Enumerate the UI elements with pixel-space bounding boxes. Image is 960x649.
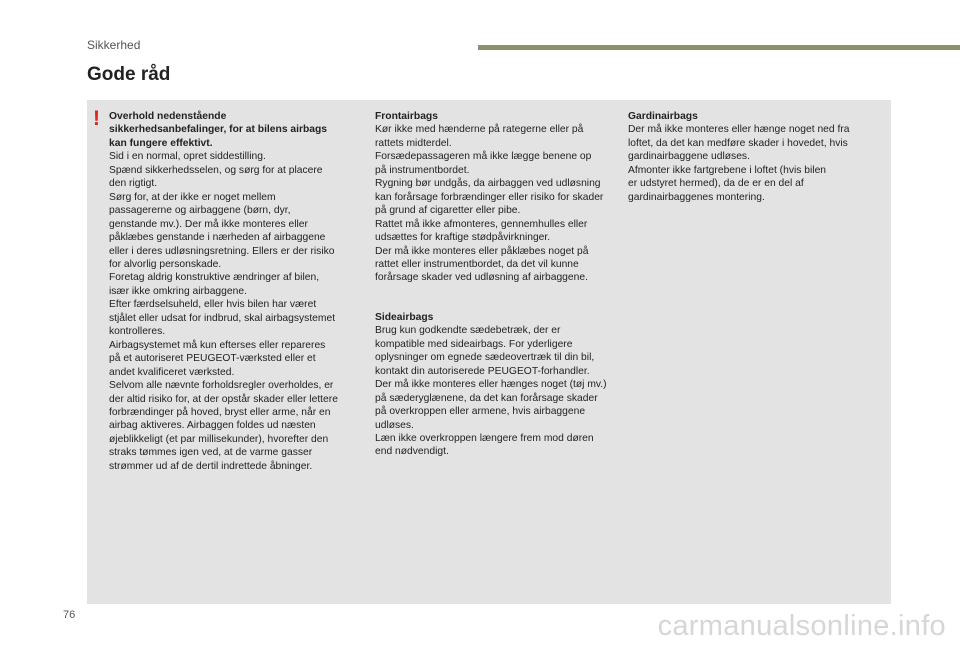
- warning-text: Sid i en normal, opret siddestilling. Spænd sikkerhedsselen, og sørg for at placere den rigtigt. Sørg for, at der ikke er noget mellem passagererne og airbaggene (børn, dyr, genstande mv.). Der må ikke monteres eller påklæbes genstande i nærheden af airbaggene eller i deres udløsningsretning. Ellers er der risiko for alvorlig personskade. Foretag aldrig konstruktive ændringer af bilen, især ikke omkring airbaggene. Efter færdselsuheld, eller hvis bilen har været stjålet eller udsat for indbrud, skal airbagsystemet kontrolleres. Airbagsystemet må kun efterses eller repareres på et autoriseret PEUGEOT-værksted eller et andet kvalificeret værksted. Selvom alle nævnte forholdsregler overholdes, er der altid risiko for, at der opstår skader eller lettere forbrændinger på hoved, bryst eller arme, når en airbag aktiveres. Airbaggen foldes ud næsten øjeblikkeligt (et par millisekunder), hvorefter den straks tømmes igen ved, at de varme gasser strømmer ud af de dertil indrettede åbninger.: [109, 151, 338, 472]
- front-side-airbags-column: [375, 110, 625, 459]
- section-gap: [375, 298, 625, 311]
- watermark: carmanualsonline.info: [657, 610, 946, 642]
- sideairbags-text: Brug kun godkendte sædebetræk, der er kompatible med sideairbags. For yderligere oplysninger om egnede sædeovertræk til din bil, kontakt din autoriserede PEUGEOT-forhandler. Der må ikke monteres eller hænges noget (tøj mv.) på sæderyglænene, da det kan forårsage skader på overkroppen eller armene, hvis airbaggene udløses. Læn ikke overkroppen længere frem mod døren end nødvendigt.: [375, 325, 607, 458]
- curtain-airbags-column: [628, 110, 883, 204]
- gardinairbags-heading: Gardinairbags: [628, 111, 698, 122]
- warning-exclamation-icon: !: [93, 107, 100, 130]
- header-rule: [478, 45, 960, 50]
- warning-heading: Overhold nedenstående sikkerhedsanbefalinger, for at bilens airbags kan fungere effektivt.: [109, 111, 328, 149]
- frontairbags-heading: Frontairbags: [375, 111, 438, 122]
- section-gap: [375, 285, 625, 298]
- page-title: Gode råd: [87, 64, 171, 85]
- frontairbags-text: Kør ikke med hænderne på rategerne eller på rattets midterdel. Forsædepassageren må ikke lægge benene op på instrumentbordet. Rygning bør undgås, da airbaggen ved udløsning kan forårsage forbrændinger eller risiko for skader på grund af cigaretter eller pibe. Rattet må ikke afmonteres, gennemhulles eller udsættes for kraftige stødpåvirkninger. Der må ikke monteres eller påklæbes noget på rattet eller instrumentbordet, da det vil kunne forårsage skader ved udløsning af airbaggene.: [375, 124, 604, 284]
- warning-column: [109, 110, 354, 473]
- gardinairbags-text: Der må ikke monteres eller hænge noget ned fra loftet, da det kan medføre skader i hovedet, hvis gardinairbaggene udløses. Afmonter ikke fartgrebene i loftet (hvis bilen er udstyret hermed), da de er en del af gardinairbaggenes montering.: [628, 124, 850, 203]
- sideairbags-heading: Sideairbags: [375, 311, 434, 323]
- section-label: Sikkerhed: [87, 38, 141, 52]
- page-number: 76: [63, 609, 76, 621]
